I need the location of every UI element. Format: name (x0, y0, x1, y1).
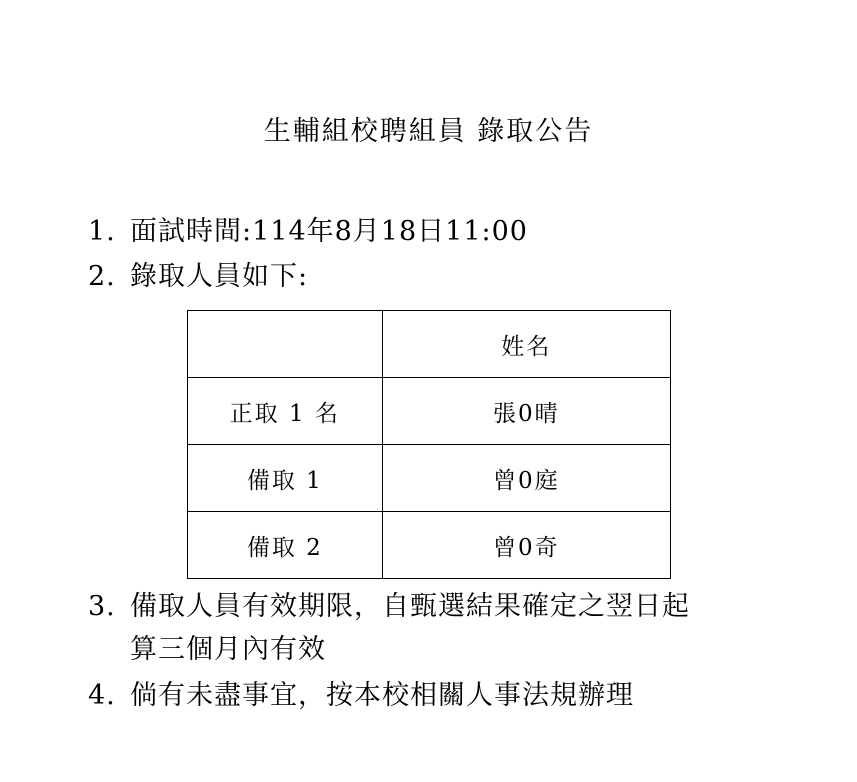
list-item-admitted-list (88, 257, 308, 297)
table-row (188, 512, 671, 579)
table-header-cell-name: 姓名 (382, 311, 670, 378)
table-cell-name: 曾0奇 (382, 512, 670, 579)
list-item-number: 3. (88, 591, 116, 622)
table-cell-label: 正取 1 名 (188, 378, 383, 445)
table-row (188, 445, 671, 512)
admission-table (187, 310, 671, 579)
list-item-other-matters (88, 676, 634, 716)
list-item-number: 1. (88, 216, 116, 247)
table-cell-name: 曾0庭 (382, 445, 670, 512)
table-cell-name: 張0晴 (382, 378, 670, 445)
table-header-row (188, 311, 671, 378)
list-item-text: 錄取人員如下: (130, 261, 309, 292)
table-header-cell-label (188, 311, 383, 378)
list-item-number: 4. (88, 680, 116, 711)
table-row (188, 378, 671, 445)
list-item-text: 面試時間:114年8月18日11:00 (130, 216, 528, 247)
table-cell-label: 備取 1 (188, 445, 383, 512)
list-item-validity (88, 587, 690, 627)
list-item-text: 備取人員有效期限，自甄選結果確定之翌日起 (130, 591, 690, 622)
list-item-continuation: 算三個月內有效 (130, 634, 326, 665)
table-cell-label: 備取 2 (188, 512, 383, 579)
page-title: 生輔組校聘組員 錄取公告 (263, 116, 594, 147)
list-item-text: 倘有未盡事宜，按本校相關人事法規辦理 (130, 680, 634, 711)
list-item-interview-time (88, 212, 528, 252)
list-item-number: 2. (88, 261, 116, 292)
